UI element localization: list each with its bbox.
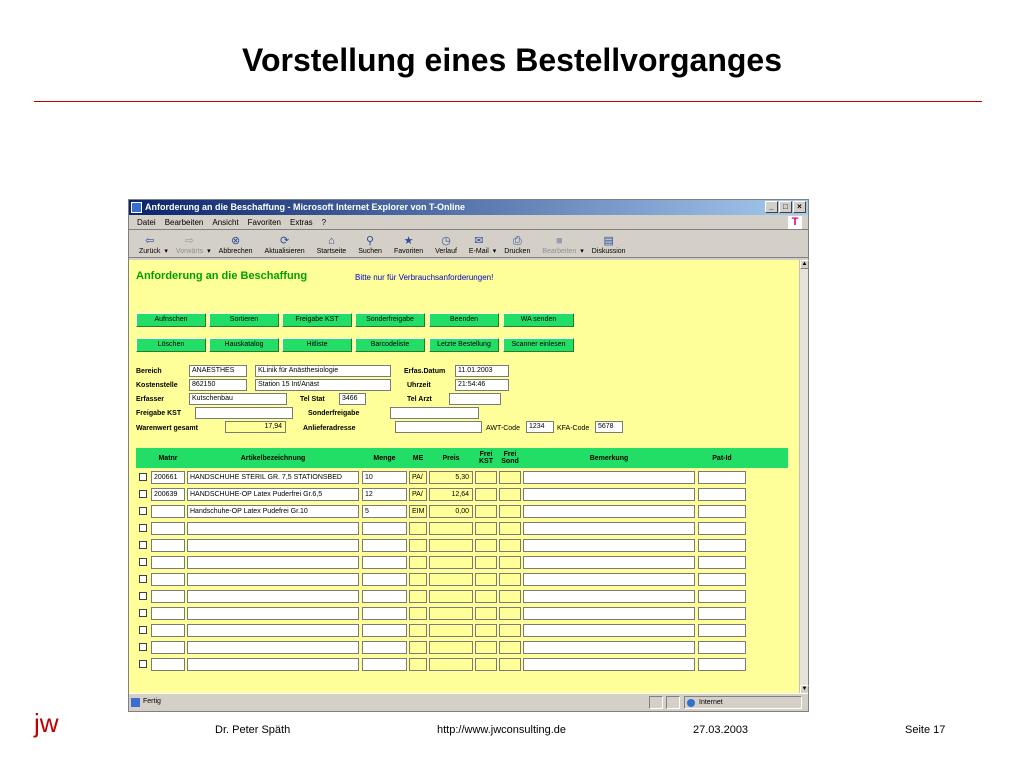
cell-frei-sond[interactable]: [499, 658, 521, 671]
status-cell: [666, 696, 680, 709]
cell-bemerkung[interactable]: [523, 658, 695, 671]
cell-me[interactable]: [409, 522, 427, 535]
cell-artikel[interactable]: [187, 590, 359, 603]
cell-matnr[interactable]: [151, 590, 185, 603]
cell-menge[interactable]: 12: [362, 488, 407, 501]
dropdown-arrow-icon[interactable]: ▾: [207, 248, 211, 255]
toolbar-label: Suchen: [358, 248, 382, 255]
cell-matnr[interactable]: [151, 624, 185, 637]
cell-artikel[interactable]: [187, 522, 359, 535]
cell-me[interactable]: [409, 658, 427, 671]
cell-pat-id[interactable]: [698, 590, 746, 603]
table-row: [136, 658, 788, 671]
cell-preis[interactable]: [429, 658, 473, 671]
erfasser-field[interactable]: Kutschenbau: [189, 393, 287, 405]
cell-me[interactable]: [409, 590, 427, 603]
cell-pat-id[interactable]: [698, 658, 746, 671]
toolbar-button-zurück[interactable]: [139, 234, 160, 257]
scanner-einlesen-button[interactable]: Scanner einlesen: [503, 338, 574, 352]
table-row: [136, 556, 788, 569]
form-title: Anforderung an die Beschaffung: [136, 270, 308, 282]
menu-extras[interactable]: Extras: [289, 217, 313, 227]
cell-artikel[interactable]: [187, 573, 359, 586]
table-row: [136, 539, 788, 552]
print-icon: ⎙: [512, 235, 522, 247]
cell-artikel[interactable]: Handschuhe-OP Latex Pudefrei Gr.10: [187, 505, 359, 518]
menu-bearbeiten[interactable]: Bearbeiten: [164, 217, 204, 227]
toolbar-button-verlauf[interactable]: [435, 234, 457, 257]
toolbar-button-vorwärts[interactable]: [176, 234, 203, 257]
toolbar-label: Diskussion: [591, 248, 626, 255]
cell-matnr[interactable]: 200639: [151, 488, 185, 501]
cell-frei-sond[interactable]: [499, 607, 521, 620]
cell-menge[interactable]: [362, 573, 407, 586]
cell-frei-kst[interactable]: [475, 505, 497, 518]
cell-preis[interactable]: [429, 573, 473, 586]
cell-frei-sond[interactable]: [499, 488, 521, 501]
toolbar-label: Startseite: [316, 248, 347, 255]
mail-icon: ✉: [474, 235, 484, 247]
cell-menge[interactable]: 10: [362, 471, 407, 484]
cell-matnr[interactable]: [151, 607, 185, 620]
hitliste-button[interactable]: Hitliste: [282, 338, 352, 352]
cell-me[interactable]: [409, 539, 427, 552]
cell-frei-kst[interactable]: [475, 641, 497, 654]
dropdown-arrow-icon[interactable]: ▾: [164, 248, 168, 255]
toolbar-label: E-Mail: [468, 248, 489, 255]
status-cell: [649, 696, 663, 709]
cell-artikel[interactable]: [187, 624, 359, 637]
cell-frei-sond[interactable]: [499, 641, 521, 654]
cell-frei-sond[interactable]: [499, 505, 521, 518]
cell-artikel[interactable]: HANDSCHUHE-OP Latex Puderfrei Gr.6,5: [187, 488, 359, 501]
row-checkbox[interactable]: [139, 575, 147, 583]
anlieferadresse-field[interactable]: [395, 421, 482, 433]
cell-pat-id[interactable]: [698, 539, 746, 552]
cell-bemerkung[interactable]: [523, 522, 695, 535]
vertical-scrollbar[interactable]: [799, 260, 808, 694]
cell-me[interactable]: [409, 556, 427, 569]
cell-frei-kst[interactable]: [475, 471, 497, 484]
dropdown-arrow-icon[interactable]: ▾: [492, 248, 497, 255]
toolbar-button-bearbeiten[interactable]: [542, 234, 576, 257]
sonderfreigabe-field[interactable]: [390, 407, 479, 419]
stop-icon: ⊗: [230, 235, 241, 247]
cell-menge[interactable]: [362, 556, 407, 569]
cell-pat-id[interactable]: [698, 641, 746, 654]
freigabe-kst-label: Freigabe KST: [136, 410, 182, 417]
cell-matnr[interactable]: [151, 522, 185, 535]
form-hint: Bitte nur für Verbrauchsanforderungen!: [355, 273, 494, 282]
cell-me[interactable]: PA/: [409, 471, 427, 484]
toolbar-button-diskussion[interactable]: [592, 234, 626, 257]
toolbar-label: Vorwärts: [175, 248, 204, 255]
toolbar-button-startseite[interactable]: [317, 234, 347, 257]
kostenstelle-name-field[interactable]: Station 15 Int/Anäst: [255, 379, 391, 391]
table-row: [136, 590, 788, 603]
table-row: [136, 488, 788, 501]
cell-me[interactable]: PA/: [409, 488, 427, 501]
toolbar-button-e-mail[interactable]: [469, 234, 489, 257]
cell-frei-kst[interactable]: [475, 624, 497, 637]
aufnschen-button[interactable]: Aufnschen: [136, 313, 206, 327]
title-divider: [34, 101, 982, 102]
jw-logo: jw: [34, 708, 59, 738]
awt-code-label: AWT-Code: [486, 425, 520, 432]
cell-pat-id[interactable]: [698, 607, 746, 620]
erfas-datum-label: Erfas.Datum: [404, 368, 446, 375]
cell-matnr[interactable]: [151, 573, 185, 586]
warenwert-field: 17,94: [225, 421, 286, 433]
cell-pat-id[interactable]: [698, 556, 746, 569]
edit-icon: ■: [555, 235, 563, 247]
toolbar-label: Zurück: [139, 248, 161, 255]
discussion-icon: ▤: [603, 235, 614, 247]
refresh-icon: ⟳: [279, 235, 290, 247]
cell-me[interactable]: [409, 607, 427, 620]
col-artikelbezeichnung: Artikelbezeichnung: [240, 454, 306, 462]
sonderfreigabe-button[interactable]: Sonderfreigabe: [355, 313, 425, 327]
bereich-label: Bereich: [136, 368, 162, 375]
table-row: [136, 607, 788, 620]
cell-frei-sond[interactable]: [499, 471, 521, 484]
warenwert-label: Warenwert gesamt: [136, 425, 198, 432]
menu-datei[interactable]: Datei: [137, 217, 156, 227]
row-checkbox[interactable]: [139, 507, 147, 515]
page-content: [129, 260, 800, 694]
toolbar-label: Verlauf: [435, 248, 457, 255]
cell-menge[interactable]: [362, 607, 407, 620]
cell-menge[interactable]: [362, 641, 407, 654]
back-arrow-icon: ⇦: [145, 235, 155, 247]
cell-bemerkung[interactable]: [523, 556, 695, 569]
maximize-button[interactable]: □: [779, 201, 792, 213]
menubar: [129, 215, 808, 230]
scroll-up-icon[interactable]: ▲: [801, 261, 808, 267]
toolbar-button-drucken[interactable]: [504, 234, 530, 257]
cell-artikel[interactable]: [187, 658, 359, 671]
cell-preis[interactable]: 12,64: [429, 488, 473, 501]
toolbar-label: Drucken: [504, 248, 531, 255]
cell-frei-sond[interactable]: [499, 624, 521, 637]
zone-label: Internet: [699, 699, 723, 706]
search-icon: ⚲: [366, 235, 375, 247]
cell-bemerkung[interactable]: [523, 590, 695, 603]
cell-preis[interactable]: 0,00: [429, 505, 473, 518]
cell-preis[interactable]: [429, 607, 473, 620]
cell-artikel[interactable]: [187, 556, 359, 569]
row-checkbox[interactable]: [139, 643, 147, 651]
freigabe-kst-button[interactable]: Freigabe KST: [282, 313, 352, 327]
t-online-logo-icon: T: [788, 216, 802, 229]
cell-preis[interactable]: [429, 522, 473, 535]
cell-matnr[interactable]: [151, 658, 185, 671]
cell-preis[interactable]: [429, 539, 473, 552]
browser-toolbar: [129, 230, 808, 258]
col-preis: Preis: [442, 454, 460, 462]
cell-me[interactable]: [409, 624, 427, 637]
tel-arzt-field[interactable]: [449, 393, 501, 405]
cell-frei-kst[interactable]: [475, 573, 497, 586]
home-icon: ⌂: [328, 235, 335, 247]
cell-bemerkung[interactable]: [523, 641, 695, 654]
table-row: [136, 522, 788, 535]
letzte-bestellung-button[interactable]: Letzte Bestellung: [429, 338, 499, 352]
bereich-name-field[interactable]: KLinik für Anästhesiologie: [255, 365, 391, 377]
cell-menge[interactable]: [362, 658, 407, 671]
col-me: ME: [412, 454, 424, 462]
table-row: [136, 471, 788, 484]
browser-titlebar[interactable]: [129, 200, 808, 215]
cell-matnr[interactable]: 200661: [151, 471, 185, 484]
toolbar-button-suchen[interactable]: [358, 234, 382, 257]
row-checkbox[interactable]: [139, 660, 147, 668]
cell-bemerkung[interactable]: [523, 488, 695, 501]
cell-matnr[interactable]: [151, 539, 185, 552]
sortieren-button[interactable]: Sortieren: [209, 313, 279, 327]
col-frei-sond: Frei Sond: [501, 451, 519, 465]
cell-bemerkung[interactable]: [523, 471, 695, 484]
row-checkbox[interactable]: [139, 473, 147, 481]
cell-bemerkung[interactable]: [523, 624, 695, 637]
beenden-button[interactable]: Beenden: [429, 313, 499, 327]
col-pat-id: Pat-Id: [712, 454, 732, 462]
col-menge: Menge: [373, 454, 396, 462]
row-checkbox[interactable]: [139, 541, 147, 549]
kostenstelle-label: Kostenstelle: [136, 382, 178, 389]
row-checkbox[interactable]: [139, 592, 147, 600]
items-grid-header: [136, 448, 788, 468]
toolbar-label: Aktualisieren: [264, 248, 305, 255]
wa-senden-button[interactable]: WA senden: [503, 313, 574, 327]
col-bemerkung: Bemerkung: [589, 454, 629, 462]
cell-pat-id[interactable]: [698, 488, 746, 501]
browser-title: Anforderung an die Beschaffung - Microsoft Internet Explorer von T-Online: [145, 202, 466, 212]
globe-icon: [687, 699, 695, 707]
cell-menge[interactable]: 5: [362, 505, 407, 518]
cell-preis[interactable]: [429, 624, 473, 637]
browser-window: [128, 199, 809, 712]
cell-pat-id[interactable]: [698, 471, 746, 484]
kfa-code-field[interactable]: 5678: [595, 421, 623, 433]
table-row: [136, 641, 788, 654]
cell-frei-sond[interactable]: [499, 539, 521, 552]
col-frei-kst: Frei KST: [479, 451, 493, 465]
row-checkbox[interactable]: [139, 524, 147, 532]
cell-bemerkung[interactable]: [523, 607, 695, 620]
cell-menge[interactable]: [362, 522, 407, 535]
toolbar-button-favoriten[interactable]: [394, 234, 423, 257]
row-checkbox[interactable]: [139, 490, 147, 498]
cell-me[interactable]: [409, 573, 427, 586]
cell-pat-id[interactable]: [698, 573, 746, 586]
cell-preis[interactable]: [429, 590, 473, 603]
page-status-icon: [131, 698, 140, 707]
toolbar-label: Favoriten: [393, 248, 424, 255]
tel-arzt-label: Tel Arzt: [407, 396, 432, 403]
cell-artikel[interactable]: [187, 607, 359, 620]
cell-me[interactable]: EIM: [409, 505, 427, 518]
anlieferadresse-label: Anlieferadresse: [303, 425, 356, 432]
row-checkbox[interactable]: [139, 626, 147, 634]
table-row: [136, 624, 788, 637]
cell-frei-sond[interactable]: [499, 590, 521, 603]
toolbar-button-aktualisieren[interactable]: [265, 234, 305, 257]
cell-matnr[interactable]: [151, 556, 185, 569]
bereich-code-field[interactable]: ANAESTHES: [189, 365, 247, 377]
status-text: Fertig: [143, 698, 161, 705]
menu-help[interactable]: ?: [321, 217, 327, 227]
cell-pat-id[interactable]: [698, 522, 746, 535]
scroll-down-icon[interactable]: ▼: [801, 686, 808, 692]
cell-menge[interactable]: [362, 590, 407, 603]
cell-frei-sond[interactable]: [499, 522, 521, 535]
cell-bemerkung[interactable]: [523, 573, 695, 586]
cell-bemerkung[interactable]: [523, 539, 695, 552]
menu-favoriten[interactable]: Favoriten: [247, 217, 281, 227]
cell-matnr[interactable]: [151, 641, 185, 654]
row-checkbox[interactable]: [139, 609, 147, 617]
footer-url[interactable]: http://www.jwconsulting.de: [437, 724, 567, 736]
footer-page: Seite 17: [905, 724, 946, 736]
status-bar: [129, 693, 808, 711]
freigabe-kst-field[interactable]: [195, 407, 293, 419]
row-checkbox[interactable]: [139, 558, 147, 566]
cell-frei-kst[interactable]: [475, 607, 497, 620]
cell-frei-kst[interactable]: [475, 488, 497, 501]
awt-code-field[interactable]: 1234: [526, 421, 554, 433]
erfas-datum-field[interactable]: 11.01.2003: [455, 365, 509, 377]
tel-stat-field[interactable]: 3466: [339, 393, 366, 405]
uhrzeit-field[interactable]: 21:54:46: [455, 379, 509, 391]
uhrzeit-label: Uhrzeit: [407, 382, 431, 389]
cell-frei-kst[interactable]: [475, 590, 497, 603]
menu-ansicht[interactable]: Ansicht: [212, 217, 239, 227]
cell-menge[interactable]: [362, 539, 407, 552]
erfasser-label: Erfasser: [136, 396, 165, 403]
footer-date: 27.03.2003: [693, 724, 749, 736]
favorites-icon: ★: [403, 235, 414, 247]
barcodeliste-button[interactable]: Barcodeliste: [355, 338, 425, 352]
cell-menge[interactable]: [362, 624, 407, 637]
kfa-code-label: KFA-Code: [557, 425, 590, 432]
cell-preis[interactable]: 5,30: [429, 471, 473, 484]
cell-frei-kst[interactable]: [475, 522, 497, 535]
cell-pat-id[interactable]: [698, 624, 746, 637]
cell-frei-sond[interactable]: [499, 556, 521, 569]
history-icon: ◷: [441, 235, 451, 247]
cell-frei-kst[interactable]: [475, 539, 497, 552]
toolbar-label: Bearbeiten: [542, 248, 577, 255]
cell-artikel[interactable]: [187, 539, 359, 552]
table-row: [136, 573, 788, 586]
cell-frei-kst[interactable]: [475, 556, 497, 569]
cell-preis[interactable]: [429, 641, 473, 654]
tel-stat-label: Tel Stat: [300, 396, 325, 403]
cell-artikel[interactable]: [187, 641, 359, 654]
ie-app-icon: [131, 202, 142, 213]
slide-title: Vorstellung eines Bestellvorganges: [241, 42, 782, 78]
cell-pat-id[interactable]: [698, 505, 746, 518]
col-matnr: Matnr: [158, 454, 178, 462]
dropdown-arrow-icon[interactable]: ▾: [580, 248, 584, 255]
toolbar-label: Abbrechen: [218, 248, 253, 255]
cell-frei-kst[interactable]: [475, 658, 497, 671]
cell-me[interactable]: [409, 641, 427, 654]
footer-author: Dr. Peter Späth: [215, 724, 291, 736]
kostenstelle-field[interactable]: 862150: [189, 379, 247, 391]
close-button[interactable]: ×: [793, 201, 806, 213]
table-row: [136, 505, 788, 518]
security-zone: [684, 696, 802, 709]
forward-arrow-icon: ⇨: [184, 235, 195, 247]
sonderfreigabe-label: Sonderfreigabe: [308, 410, 360, 417]
toolbar-button-abbrechen[interactable]: [219, 234, 253, 257]
loeschen-button[interactable]: Löschen: [136, 338, 206, 352]
minimize-button[interactable]: _: [765, 201, 778, 213]
cell-bemerkung[interactable]: [523, 505, 695, 518]
cell-frei-sond[interactable]: [499, 573, 521, 586]
cell-artikel[interactable]: HANDSCHUHE STERIL GR. 7,5 STATIONSBED: [187, 471, 359, 484]
cell-matnr[interactable]: [151, 505, 185, 518]
hauskatalog-button[interactable]: Hauskatalog: [209, 338, 279, 352]
cell-preis[interactable]: [429, 556, 473, 569]
